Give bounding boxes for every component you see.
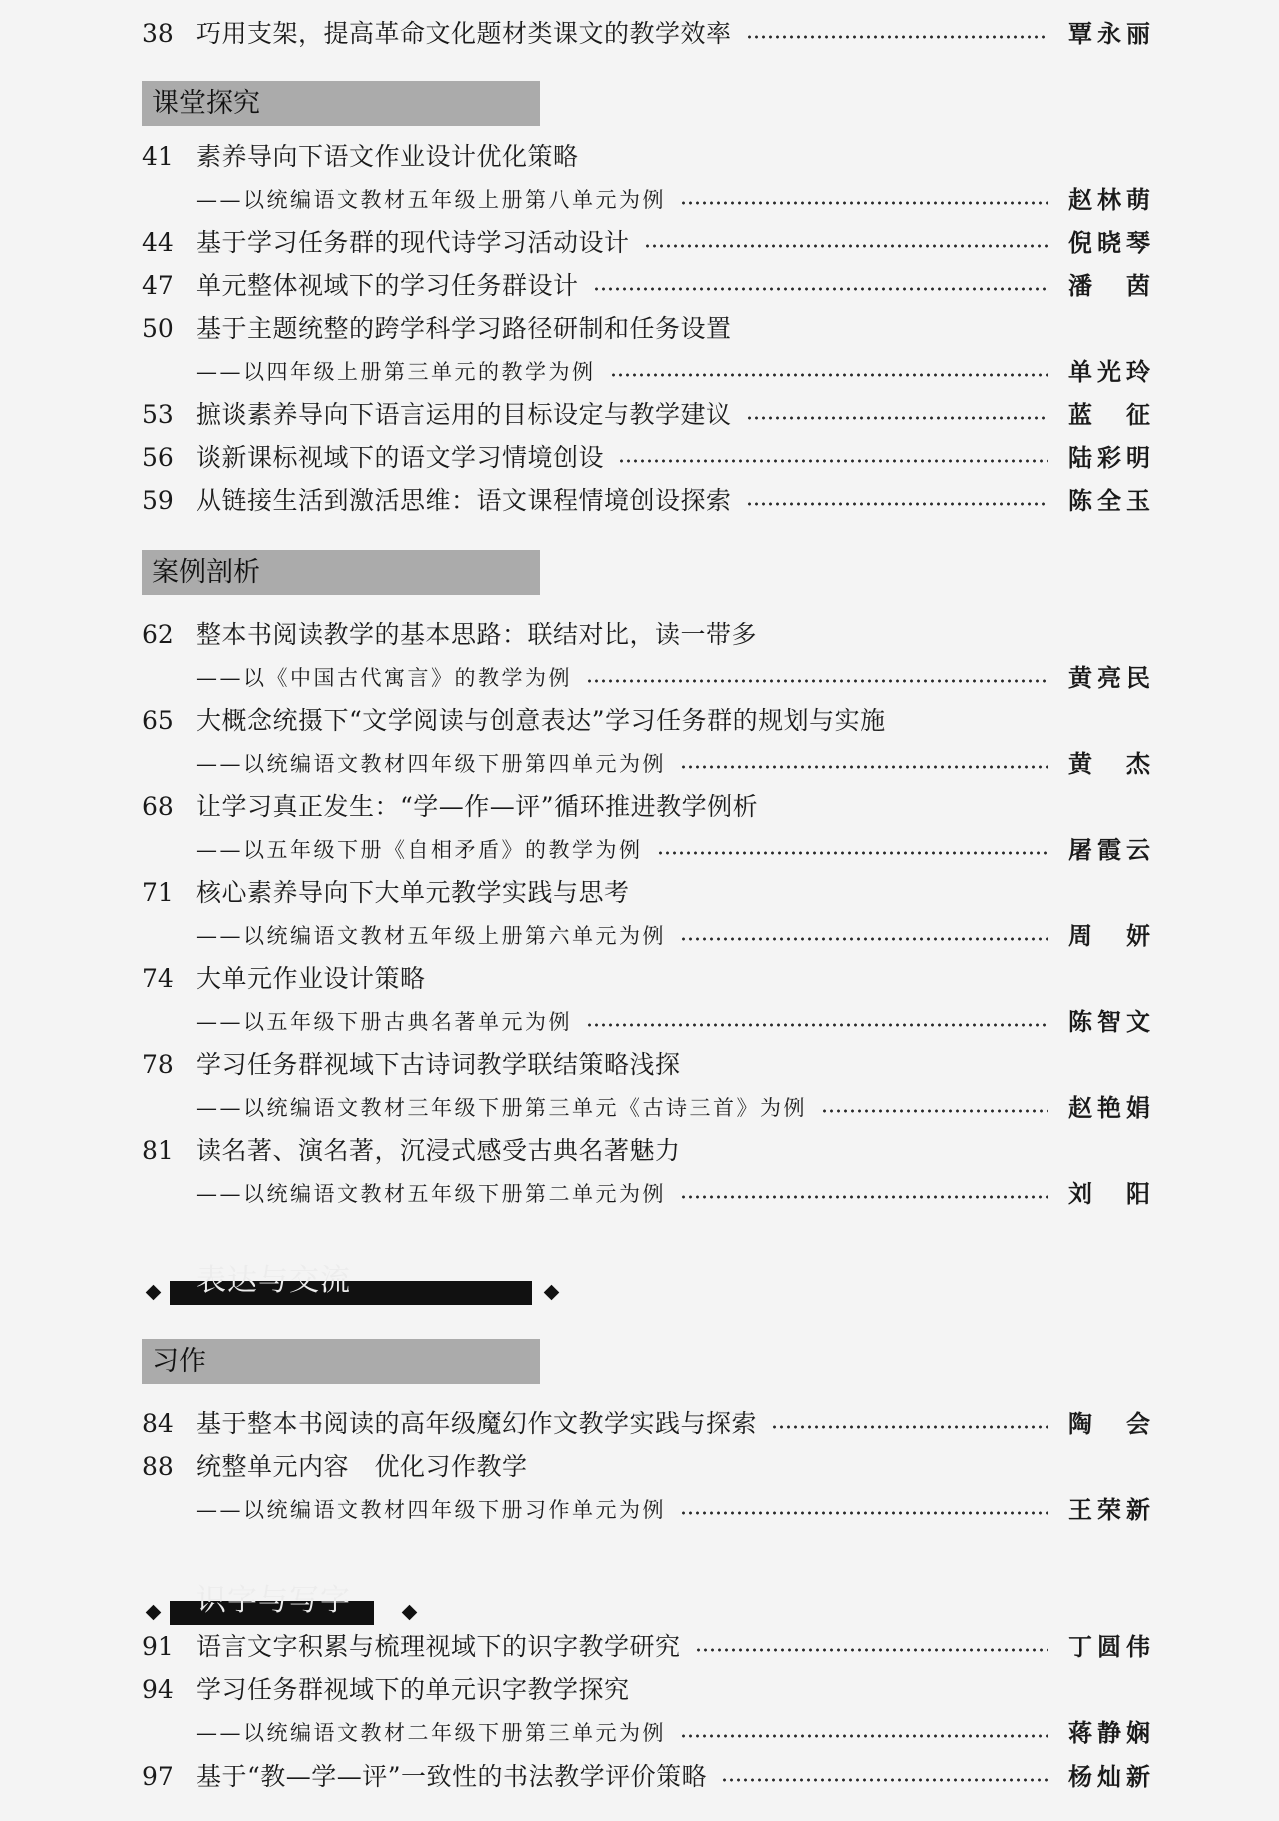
toc-entry[interactable] (142, 1404, 1150, 1444)
dot-leader (586, 679, 1048, 683)
toc-entry[interactable] (142, 223, 1150, 263)
article-title: 大单元作业设计策略 (196, 964, 426, 993)
author-name: 王荣新 (1068, 1495, 1150, 1524)
article-subtitle: ——以统编语文教材三年级下册第三单元《古诗三首》为例 (196, 1096, 807, 1120)
author-name: 屠霞云 (1068, 835, 1150, 864)
toc-entry[interactable] (142, 14, 1150, 54)
page-number: 47 (142, 271, 174, 300)
author-name: 潘茵 (1068, 271, 1150, 300)
page-number: 74 (142, 964, 174, 993)
toc-entry[interactable] (142, 959, 1150, 1036)
author-name: 刘阳 (1068, 1179, 1150, 1208)
page-number: 91 (142, 1632, 174, 1661)
article-title: 单元整体视域下的学习任务群设计 (196, 271, 579, 300)
article-title: 基于整本书阅读的高年级魔幻作文教学实践与探索 (196, 1409, 758, 1438)
group-header-shizi-xiezi (142, 1583, 442, 1631)
section-header-xizuo: 习作 (142, 1339, 540, 1384)
author-name: 黄杰 (1068, 749, 1150, 778)
author-name: 覃永丽 (1068, 19, 1150, 48)
diamond-bullet-icon (402, 1605, 418, 1621)
article-subtitle: ——以《中国古代寓言》的教学为例 (196, 666, 572, 690)
dot-leader (618, 459, 1048, 463)
author-name: 蒋静娴 (1068, 1718, 1150, 1747)
author-name: 陈智文 (1068, 1007, 1150, 1036)
toc-entry[interactable] (142, 615, 1150, 692)
group-title: 识字与写字 (196, 1583, 351, 1618)
section-header-anli-pouxi: 案例剖析 (142, 550, 540, 595)
page-number: 94 (142, 1675, 174, 1704)
diamond-bullet-icon (146, 1285, 162, 1301)
toc-entry[interactable] (142, 1670, 1150, 1747)
author-name: 倪晓琴 (1068, 228, 1150, 257)
toc-entry[interactable] (142, 481, 1150, 521)
dot-leader (821, 1109, 1048, 1113)
author-name: 周妍 (1068, 921, 1150, 950)
page-number: 44 (142, 228, 174, 257)
article-title: 基于主题统整的跨学科学习路径研制和任务设置 (196, 314, 732, 343)
article-title: 让学习真正发生：“学—作—评”循环推进教学例析 (196, 792, 759, 821)
toc-entry[interactable] (142, 266, 1150, 306)
diamond-bullet-icon (544, 1285, 560, 1301)
article-subtitle: ——以统编语文教材五年级上册第六单元为例 (196, 924, 666, 948)
author-name: 黄亮民 (1068, 663, 1150, 692)
toc-entry[interactable] (142, 137, 1150, 214)
dot-leader (746, 35, 1048, 39)
article-subtitle: ——以统编语文教材二年级下册第三单元为例 (196, 1721, 666, 1745)
article-title: 摭谈素养导向下语言运用的目标设定与教学建议 (196, 400, 732, 429)
article-subtitle: ——以统编语文教材四年级下册第四单元为例 (196, 752, 666, 776)
dot-leader (610, 373, 1049, 377)
toc-entry[interactable] (142, 701, 1150, 778)
dot-leader (771, 1425, 1048, 1429)
page-number: 78 (142, 1050, 174, 1079)
article-subtitle: ——以统编语文教材五年级上册第八单元为例 (196, 188, 666, 212)
article-title: 学习任务群视域下的单元识字教学探究 (196, 1675, 630, 1704)
article-subtitle: ——以统编语文教材四年级下册习作单元为例 (196, 1498, 666, 1522)
dot-leader (593, 287, 1048, 291)
page-number: 81 (142, 1136, 174, 1165)
article-title: 巧用支架，提高革命文化题材类课文的教学效率 (196, 19, 732, 48)
toc-entry[interactable] (142, 1447, 1150, 1524)
page-number: 50 (142, 314, 174, 343)
dot-leader (721, 1778, 1048, 1782)
dot-leader (746, 416, 1048, 420)
dot-leader (657, 851, 1049, 855)
toc-entry[interactable] (142, 1757, 1150, 1797)
article-subtitle: ——以统编语文教材五年级下册第二单元为例 (196, 1182, 666, 1206)
page-number: 65 (142, 706, 174, 735)
author-name: 赵林萌 (1068, 185, 1150, 214)
article-title: 核心素养导向下大单元教学实践与思考 (196, 878, 630, 907)
article-title: 读名著、演名著，沉浸式感受古典名著魅力 (196, 1136, 681, 1165)
author-name: 陶会 (1068, 1409, 1150, 1438)
page-number: 97 (142, 1762, 174, 1791)
dot-leader (680, 765, 1048, 769)
author-name: 陈全玉 (1068, 486, 1150, 515)
article-title: 从链接生活到激活思维：语文课程情境创设探索 (196, 486, 732, 515)
author-name: 陆彩明 (1068, 443, 1150, 472)
toc-entry[interactable] (142, 1627, 1150, 1667)
author-name: 赵艳娟 (1068, 1093, 1150, 1122)
author-name: 丁圆伟 (1068, 1632, 1150, 1661)
author-name: 蓝征 (1068, 400, 1150, 429)
author-name: 单光玲 (1068, 357, 1150, 386)
page-number: 56 (142, 443, 174, 472)
article-subtitle: ——以五年级下册古典名著单元为例 (196, 1010, 572, 1034)
toc-entry[interactable] (142, 1131, 1150, 1208)
toc-entry[interactable] (142, 787, 1150, 864)
article-title: 基于学习任务群的现代诗学习活动设计 (196, 228, 630, 257)
article-title: 统整单元内容 优化习作教学 (196, 1452, 528, 1481)
toc-entry[interactable] (142, 1045, 1150, 1122)
article-title: 基于“教—学—评”一致性的书法教学评价策略 (196, 1762, 708, 1791)
page-number: 41 (142, 142, 174, 171)
dot-leader (746, 502, 1048, 506)
dot-leader (680, 1734, 1048, 1738)
page-number: 71 (142, 878, 174, 907)
dot-leader (695, 1648, 1048, 1652)
article-title: 学习任务群视域下古诗词教学联结策略浅探 (196, 1050, 681, 1079)
page-number: 88 (142, 1452, 174, 1481)
article-title: 语言文字积累与梳理视域下的识字教学研究 (196, 1632, 681, 1661)
toc-entry[interactable] (142, 873, 1150, 950)
dot-leader (586, 1023, 1048, 1027)
dot-leader (644, 244, 1048, 248)
dot-leader (680, 201, 1048, 205)
toc-entry[interactable] (142, 309, 1150, 386)
author-name: 杨灿新 (1068, 1762, 1150, 1791)
diamond-bullet-icon (146, 1605, 162, 1621)
section-header-ketang-tanjiu: 课堂探究 (142, 81, 540, 126)
toc-entry[interactable] (142, 438, 1150, 478)
page-number: 38 (142, 19, 174, 48)
group-header-biaoda-jiaoliu (142, 1263, 442, 1311)
article-subtitle: ——以五年级下册《自相矛盾》的教学为例 (196, 838, 643, 862)
article-title: 谈新课标视域下的语文学习情境创设 (196, 443, 605, 472)
toc-entry[interactable] (142, 395, 1150, 435)
page-number: 62 (142, 620, 174, 649)
article-title: 素养导向下语文作业设计优化策略 (196, 142, 579, 171)
article-subtitle: ——以四年级上册第三单元的教学为例 (196, 360, 596, 384)
dot-leader (680, 1511, 1048, 1515)
article-title: 大概念统摄下“文学阅读与创意表达”学习任务群的规划与实施 (196, 706, 886, 735)
page-number: 53 (142, 400, 174, 429)
article-title: 整本书阅读教学的基本思路：联结对比，读一带多 (196, 620, 758, 649)
page-number: 59 (142, 486, 174, 515)
page-number: 84 (142, 1409, 174, 1438)
group-title: 表达与交流 (196, 1263, 351, 1298)
dot-leader (680, 1195, 1048, 1199)
dot-leader (680, 937, 1048, 941)
page-number: 68 (142, 792, 174, 821)
